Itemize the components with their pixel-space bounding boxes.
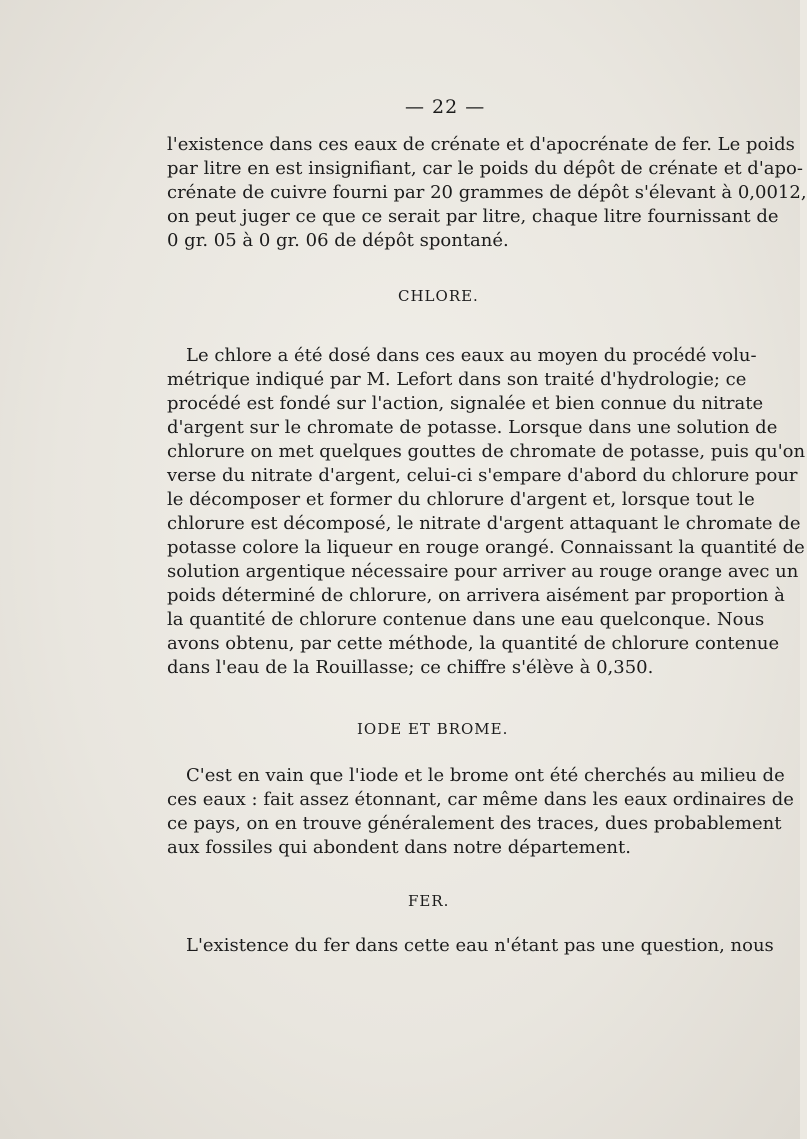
text-line: verse du nitrate d'argent, celui-ci s'empare d'abord du chlorure pour xyxy=(167,465,798,486)
text-line: poids déterminé de chlorure, on arrivera aisément par proportion à xyxy=(167,585,785,606)
text-line: C'est en vain que l'iode et le brome ont été cherchés au milieu de xyxy=(186,765,785,786)
text-line: chlorure est décomposé, le nitrate d'argent attaquant le chromate de xyxy=(167,513,801,534)
text-line: 0 gr. 05 à 0 gr. 06 de dépôt spontané. xyxy=(167,230,509,251)
text-line: d'argent sur le chromate de potasse. Lorsque dans une solution de xyxy=(167,417,778,438)
section-heading-chlore: CHLORE. xyxy=(398,287,479,305)
text-line: ce pays, on en trouve généralement des traces, dues probablement xyxy=(167,813,782,834)
text-line: L'existence du fer dans cette eau n'étant pas une question, nous xyxy=(186,935,774,956)
text-line: métrique indiqué par M. Lefort dans son traité d'hydrologie; ce xyxy=(167,369,747,390)
text-line: ces eaux : fait assez étonnant, car même dans les eaux ordinaires de xyxy=(167,789,794,810)
section-heading-iode-brome: IODE ET BROME. xyxy=(357,720,509,738)
text-line: crénate de cuivre fourni par 20 grammes de dépôt s'élevant à 0,0012, xyxy=(167,182,807,203)
text-line: par litre en est insignifiant, car le poids du dépôt de crénate et d'apo- xyxy=(167,158,803,179)
text-line: potasse colore la liqueur en rouge orangé. Connaissant la quantité de xyxy=(167,537,805,558)
text-line: dans l'eau de la Rouillasse; ce chiffre s'élève à 0,350. xyxy=(167,657,654,678)
text-line: solution argentique nécessaire pour arriver au rouge orange avec un xyxy=(167,561,799,582)
text-line: on peut juger ce que ce serait par litre, chaque litre fournissant de xyxy=(167,206,779,227)
text-line: Le chlore a été dosé dans ces eaux au moyen du procédé volu- xyxy=(186,345,757,366)
text-line: le décomposer et former du chlorure d'argent et, lorsque tout le xyxy=(167,489,755,510)
text-line: la quantité de chlorure contenue dans une eau quelconque. Nous xyxy=(167,609,765,630)
text-line: chlorure on met quelques gouttes de chromate de potasse, puis qu'on xyxy=(167,441,806,462)
text-line: aux fossiles qui abondent dans notre département. xyxy=(167,837,631,858)
text-line: procédé est fondé sur l'action, signalée et bien connue du nitrate xyxy=(167,393,764,414)
page-number: — 22 — xyxy=(405,96,486,118)
text-line: l'existence dans ces eaux de crénate et d'apocrénate de fer. Le poids xyxy=(167,134,795,155)
section-heading-fer: FER. xyxy=(408,892,450,910)
text-line: avons obtenu, par cette méthode, la quantité de chlorure contenue xyxy=(167,633,780,654)
